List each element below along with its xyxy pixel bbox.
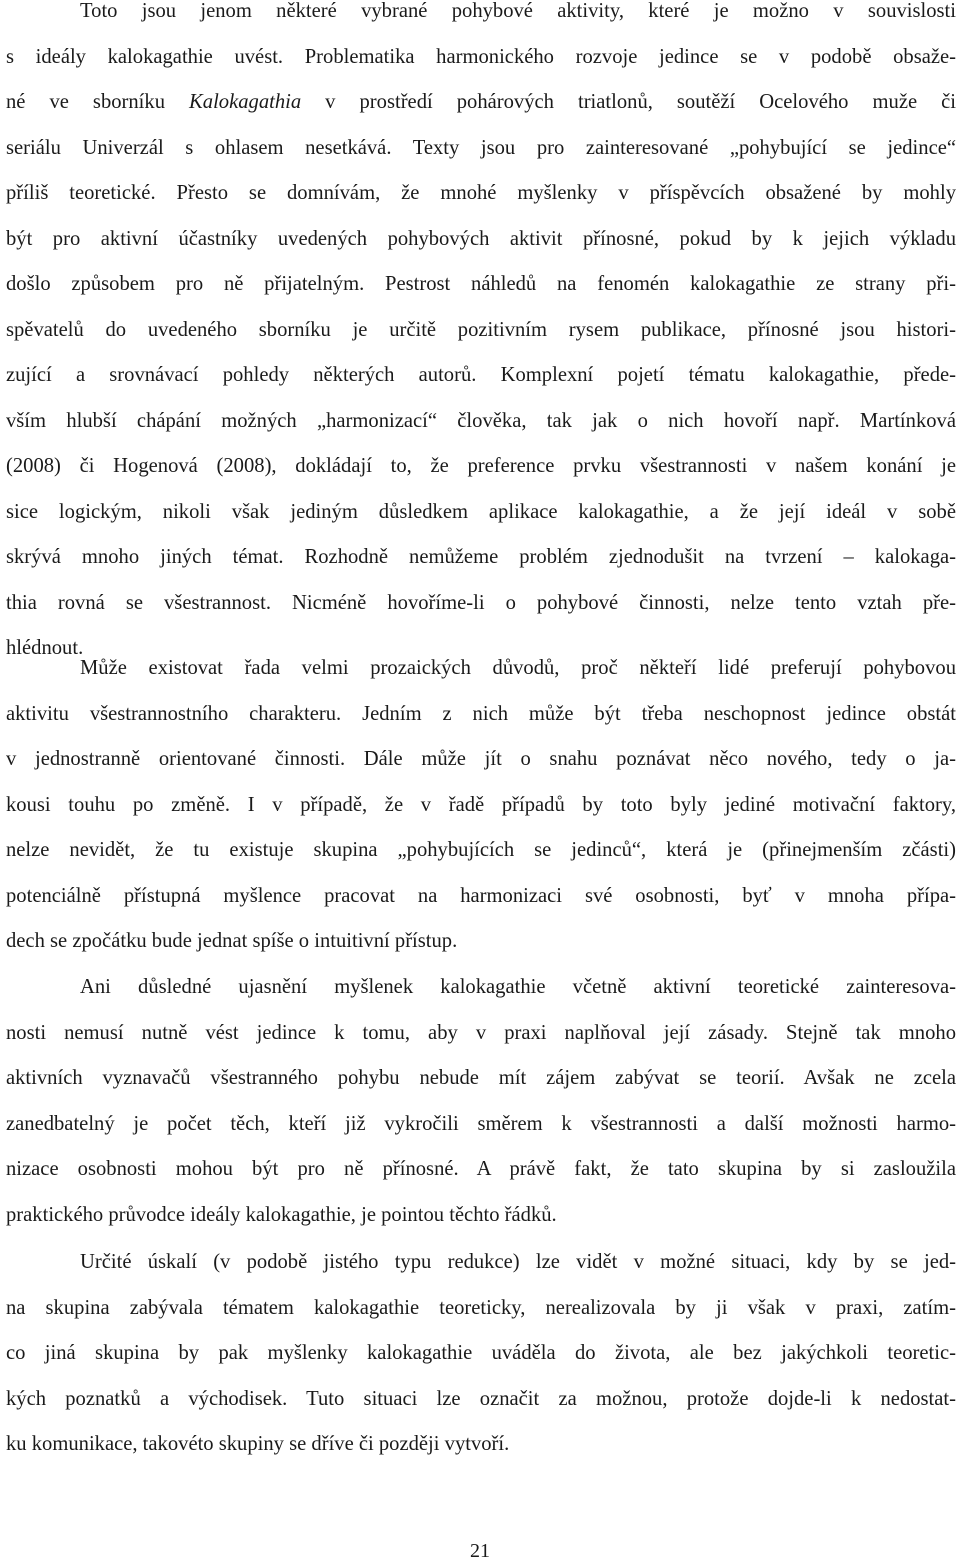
text-line: příliš teoretické. Přesto se domnívám, že mnohé myšlenky v příspěvcích obsažené by mohly <box>6 182 956 204</box>
text-line: seriálu Univerzál s ohlasem nesetkává. Texty jsou pro zainteresované „pohybující se jedince“ <box>6 136 956 159</box>
text-line: co jiná skupina by pak myšlenky kalokagathie uváděla do života, ale bez jakýchkoli teoretic- <box>6 1342 956 1364</box>
text-line: aktivitu všestrannostního charakteru. Jedním z nich může být třeba neschopnost jedince obstát <box>6 702 956 725</box>
text-line: kousi touhu po změně. I v případě, že v řadě případů by toto byly jediné motivační faktory, <box>6 793 956 816</box>
text-line: nosti nemusí nutně vést jedince k tomu, aby v praxi naplňoval její zásady. Stejně tak mnoho <box>6 1021 956 1044</box>
text-line: hlédnout. <box>6 637 84 659</box>
text-line: vším hlubší chápání možných „harmonizací“ člověka, tak jak o nich hovoří např. Martínková <box>6 409 956 432</box>
text-line: být pro aktivní účastníky uvedených pohybových aktivit přínosné, pokud by k jejich výkladu <box>6 227 956 250</box>
text-line: thia rovná se všestrannost. Nicméně hovoříme-li o pohybové činnosti, nelze tento vztah pře- <box>6 591 956 614</box>
text-line: zující a srovnávací pohledy některých autorů. Komplexní pojetí tématu kalokagathie, přede- <box>6 364 956 386</box>
text-line: Ani důsledné ujasnění myšlenek kalokagathie včetně aktivní teoretické zainteresova- <box>80 976 956 998</box>
paragraph <box>6 0 956 672</box>
paragraph <box>6 1240 956 1468</box>
text-line: nelze nevidět, že tu existuje skupina „pohybujících se jedinců“, která je (přinejmenším zčásti) <box>6 839 956 861</box>
text-line: na skupina zabývala tématem kalokagathie teoreticky, nerealizovala by ji však v praxi, zatím- <box>6 1296 956 1319</box>
publication-title: Kalokagathia <box>189 91 302 113</box>
text-line: spěvatelů do uvedeného sborníku je určitě pozitivním rysem publikace, přínosné jsou histori- <box>6 318 956 341</box>
text-line: ku komunikace, takovéto skupiny se dříve či později vytvoří. <box>6 1433 510 1455</box>
text-line: (2008) či Hogenová (2008), dokládají to, že preference prvku všestrannosti v našem konání je <box>6 455 956 477</box>
text-line: praktického průvodce ideály kalokagathie, je pointou těchto řádků. <box>6 1203 557 1226</box>
text-line: Toto jsou jenom některé vybrané pohybové aktivity, které je možno v souvislosti <box>80 0 956 22</box>
text-line: skrývá mnoho jiných témat. Rozhodně nemůžeme problém zjednodušit na tvrzení – kalokaga- <box>6 546 956 568</box>
text-line: Určité úskalí (v podobě jistého typu redukce) lze vidět v možné situaci, kdy by se jed- <box>80 1251 956 1273</box>
text-line: dech se zpočátku bude jednat spíše o intuitivní přístup. <box>6 930 458 952</box>
text-line: aktivních vyznavačů všestranného pohybu nebude mít zájem zabývat se teorií. Avšak ne zcela <box>6 1067 956 1089</box>
text-line: zanedbatelný je počet těch, kteří již vykročili směrem k všestrannosti a další možnosti harmo- <box>6 1112 956 1135</box>
paragraph <box>6 965 956 1238</box>
text-line: kých poznatků a východisek. Tuto situaci lze označit za možnou, protože dojde-li k nedostat- <box>6 1387 956 1410</box>
text-line: došlo způsobem pro ně přijatelným. Pestrost náhledů na fenomén kalokagathie ze strany při- <box>6 273 956 295</box>
text-line: s ideály kalokagathie uvést. Problematika harmonického rozvoje jedince se v podobě obsaže- <box>6 45 956 68</box>
text-line: Může existovat řada velmi prozaických důvodů, proč někteří lidé preferují pohybovou <box>80 657 956 679</box>
text-line: v jednostranně orientované činnosti. Dále může jít o snahu poznávat něco nového, tedy o ja- <box>6 748 956 770</box>
text-line: né ve sborníku Kalokagathia v prostředí pohárových triatlonů, soutěží Ocelového muže či <box>6 91 956 113</box>
page-number: 21 <box>470 1540 490 1562</box>
paragraph <box>6 646 956 965</box>
text-line: sice logickým, nikoli však jediným důsledkem aplikace kalokagathie, a že její ideál v sobě <box>6 500 956 523</box>
text-line: potenciálně přístupná myšlence pracovat na harmonizaci své osobnosti, byť v mnoha přípa- <box>6 884 956 907</box>
text-line: nizace osobnosti mohou být pro ně přínosné. A právě fakt, že tato skupina by si zasloužila <box>6 1158 956 1180</box>
